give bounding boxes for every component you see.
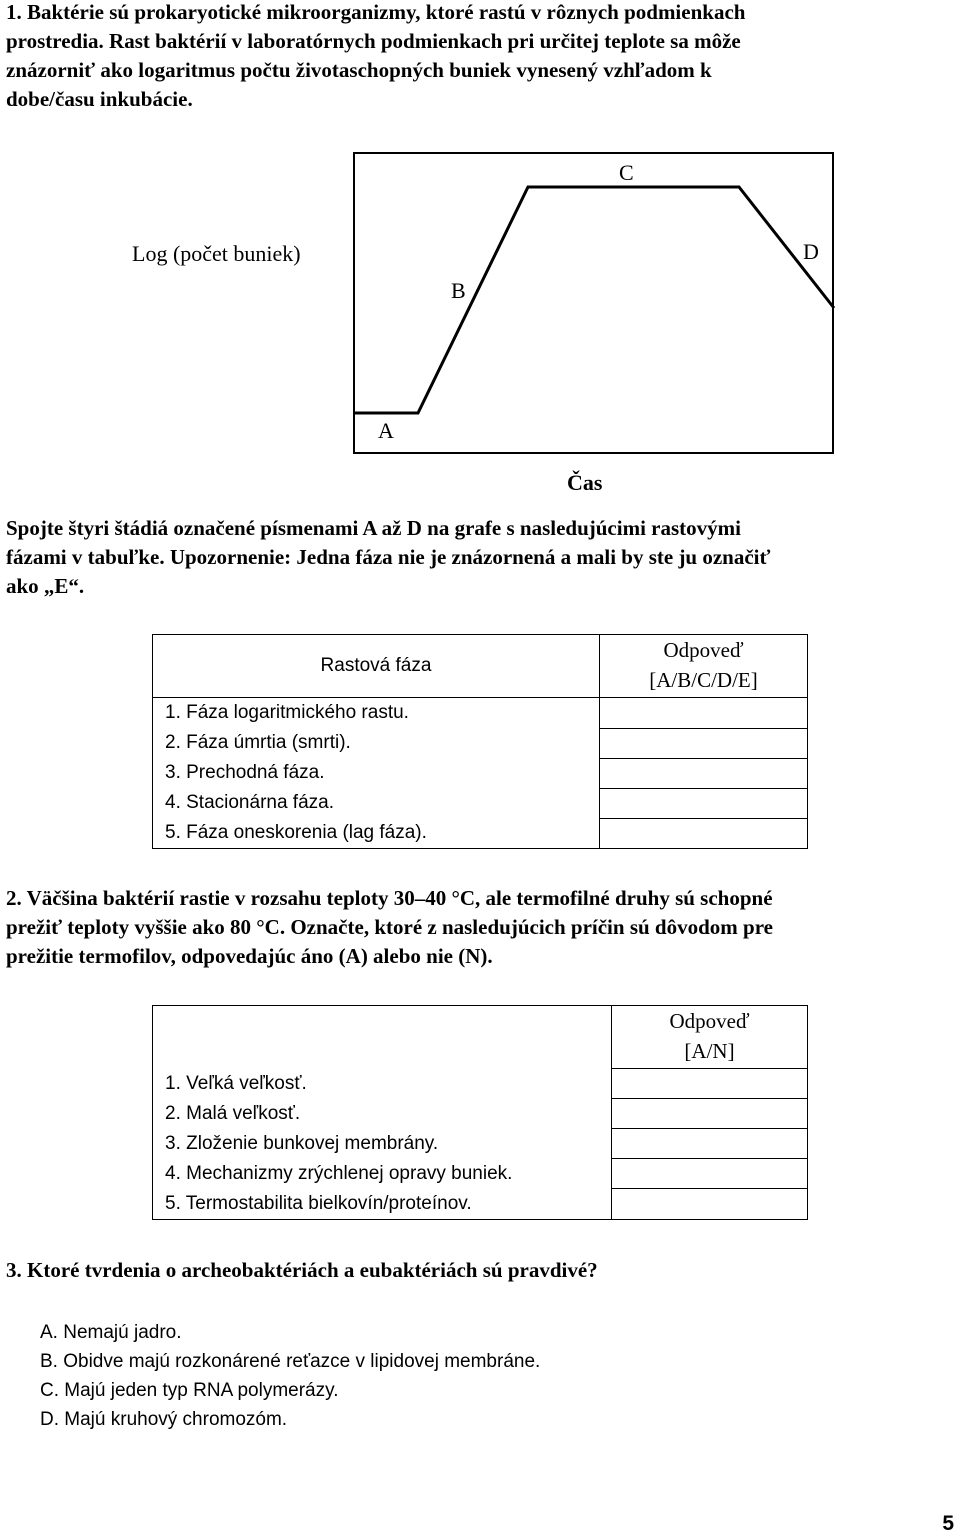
answer-cell[interactable]	[612, 1159, 808, 1189]
instruction-line: Spojte štyri štádiá označené písmenami A až D na grafe s nasledujúcimi rastovými	[6, 516, 741, 540]
table-row	[153, 1189, 808, 1220]
growth-phase-table	[152, 634, 808, 849]
reason-label: 4. Mechanizmy zrýchlenej opravy buniek.	[153, 1159, 612, 1189]
graph-point-b: B	[451, 278, 466, 303]
answer-header-line-1: Odpoveď	[663, 638, 744, 662]
table-row	[153, 788, 808, 818]
answer-cell[interactable]	[612, 1069, 808, 1099]
answer-cell[interactable]	[600, 758, 808, 788]
reason-label: 1. Veľká veľkosť.	[153, 1069, 612, 1099]
question-3-options	[40, 1318, 540, 1434]
answer-cell[interactable]	[600, 698, 808, 729]
reason-label: 3. Zloženie bunkovej membrány.	[153, 1129, 612, 1159]
answer-cell[interactable]	[600, 728, 808, 758]
table-row	[153, 1129, 808, 1159]
graph-point-c: C	[619, 160, 634, 185]
question-1-line: znázorniť ako logaritmus počtu životaschopných buniek vynesený vzhľadom k	[6, 58, 712, 82]
phase-label: 1. Fáza logaritmického rastu.	[153, 698, 600, 729]
option-c[interactable]: C. Majú jeden typ RNA polymerázy.	[40, 1380, 339, 1401]
answer-header-line-2: [A/B/C/D/E]	[649, 668, 758, 692]
table-row	[153, 818, 808, 849]
table-row	[153, 1159, 808, 1189]
answer-header-line-1: Odpoveď	[669, 1009, 750, 1033]
graph-point-a: A	[378, 418, 394, 443]
table-row	[153, 1069, 808, 1099]
table-header-answer	[600, 635, 808, 698]
answer-cell[interactable]	[612, 1129, 808, 1159]
question-1-line: prostredia. Rast baktérií v laboratórnych podmienkach pri určitej teplote sa môže	[6, 29, 741, 53]
question-1-line: dobe/času inkubácie.	[6, 87, 193, 111]
table-row	[153, 1099, 808, 1129]
option-a[interactable]: A. Nemajú jadro.	[40, 1322, 182, 1343]
table-row	[153, 698, 808, 729]
thermophile-table	[152, 1005, 808, 1220]
table-header-phase: Rastová fáza	[153, 635, 600, 698]
phase-label: 5. Fáza oneskorenia (lag fáza).	[153, 818, 600, 849]
question-1-line: 1. Baktérie sú prokaryotické mikroorganizmy, ktoré rastú v rôznych podmienkach	[6, 0, 746, 24]
question-2-text	[6, 884, 956, 971]
reason-label: 5. Termostabilita bielkovín/proteínov.	[153, 1189, 612, 1220]
option-d[interactable]: D. Majú kruhový chromozóm.	[40, 1409, 288, 1430]
answer-header-line-2: [A/N]	[684, 1039, 735, 1063]
question-2-line: 2. Väčšina baktérií rastie v rozsahu teploty 30–40 °C, ale termofilné druhy sú schopné	[6, 886, 773, 910]
graph-y-label: Log (počet buniek)	[132, 241, 301, 266]
phase-label: 3. Prechodná fáza.	[153, 758, 600, 788]
instruction-line: fázami v tabuľke. Upozornenie: Jedna fáza nie je znázornená a mali by ste ju označiť	[6, 545, 771, 569]
question-2-line: prežiť teploty vyššie ako 80 °C. Označte, ktoré z nasledujúcich príčin sú dôvodom pre	[6, 915, 773, 939]
graph-point-d: D	[803, 239, 819, 264]
instruction-line: ako „E“.	[6, 574, 85, 598]
page-number: 5	[942, 1512, 954, 1535]
table-row	[153, 758, 808, 788]
graph-x-label: Čas	[567, 470, 603, 495]
table-header-answer	[612, 1006, 808, 1069]
phase-label: 2. Fáza úmrtia (smrti).	[153, 728, 600, 758]
answer-cell[interactable]	[612, 1099, 808, 1129]
answer-cell[interactable]	[600, 818, 808, 849]
table-row	[153, 728, 808, 758]
growth-curve-line	[353, 187, 834, 413]
reason-label: 2. Malá veľkosť.	[153, 1099, 612, 1129]
question-3-title: 3. Ktoré tvrdenia o archeobaktériách a eubaktériách sú pravdivé?	[6, 1258, 598, 1282]
question-2-line: prežitie termofilov, odpovedajúc áno (A) alebo nie (N).	[6, 944, 493, 968]
table-header-empty	[153, 1006, 612, 1069]
option-b[interactable]: B. Obidve majú rozkonárené reťazce v lipidovej membráne.	[40, 1351, 541, 1372]
phase-label: 4. Stacionárna fáza.	[153, 788, 600, 818]
question-1-instruction	[6, 514, 956, 601]
answer-cell[interactable]	[600, 788, 808, 818]
answer-cell[interactable]	[612, 1189, 808, 1220]
